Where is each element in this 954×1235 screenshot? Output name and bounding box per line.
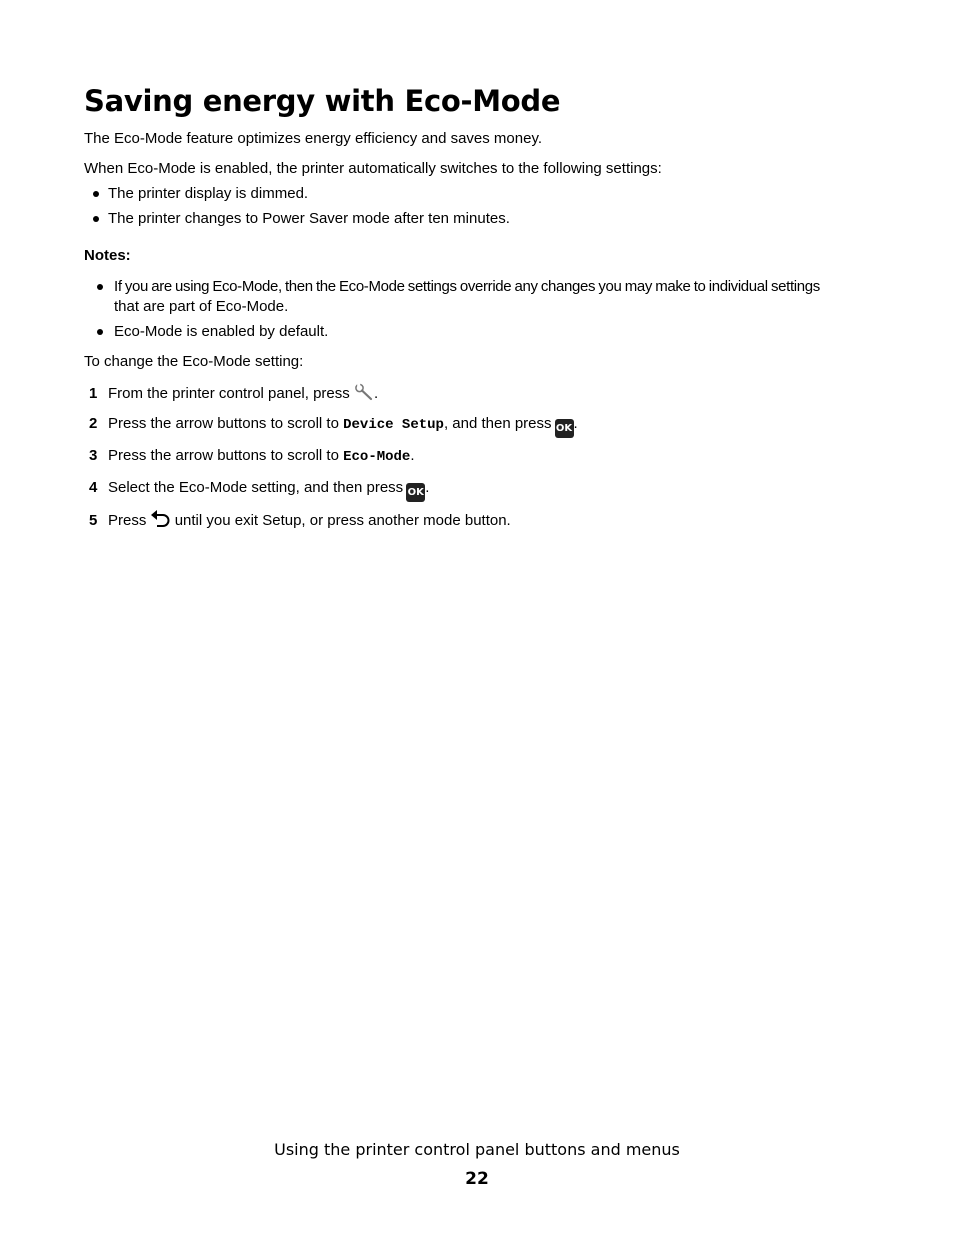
bullet-dot	[93, 191, 99, 197]
step-3: 3 Press the arrow buttons to scroll to Eco-Mode.	[89, 447, 415, 465]
notes-heading: Notes:	[84, 247, 131, 264]
page-number: 22	[465, 1169, 489, 1189]
ok-button-icon: OK	[555, 419, 574, 438]
wrench-icon	[354, 383, 374, 407]
bullet-dot	[93, 216, 99, 222]
back-arrow-icon	[151, 509, 171, 534]
notes-list-item: Eco-Mode is enabled by default.	[114, 323, 329, 340]
page-title: Saving energy with Eco-Mode	[84, 84, 561, 118]
step-text: From the printer control panel, press	[108, 385, 350, 402]
bullet-dot	[97, 329, 103, 335]
settings-list-item: The printer display is dimmed.	[108, 185, 309, 202]
step-1: 1 From the printer control panel, press .	[89, 383, 378, 407]
notes-list-item: If you are using Eco-Mode, then the Eco-Mode settings override any changes you may make to individual settings	[114, 278, 820, 295]
step-number: 5	[89, 512, 98, 529]
step-number: 3	[89, 447, 98, 464]
intro-paragraph: The Eco-Mode feature optimizes energy efficiency and saves money.	[84, 130, 543, 147]
bullet-dot	[97, 284, 103, 290]
step-2: 2 Press the arrow buttons to scroll to Device Setup, and then press OK.	[89, 414, 578, 438]
enabled-intro-paragraph: When Eco-Mode is enabled, the printer automatically switches to the following settings:	[84, 160, 662, 177]
footer-section-title: Using the printer control panel buttons and menus	[274, 1140, 680, 1159]
ok-button-icon: OK	[406, 483, 425, 502]
step-4: 4 Select the Eco-Mode setting, and then press OK.	[89, 478, 429, 502]
step-text: Press	[108, 512, 147, 529]
step-number: 1	[89, 385, 98, 402]
menu-item-device-setup: Device Setup	[343, 417, 444, 433]
step-number: 2	[89, 415, 98, 432]
notes-list-item-continued: that are part of Eco-Mode.	[114, 298, 289, 315]
step-text: Press the arrow buttons to scroll to	[108, 415, 339, 432]
step-text: Select the Eco-Mode setting, and then press	[108, 479, 404, 496]
settings-list-item: The printer changes to Power Saver mode after ten minutes.	[108, 210, 510, 227]
step-text: Press the arrow buttons to scroll to	[108, 447, 339, 464]
step-number: 4	[89, 479, 98, 496]
step-5: 5 Press until you exit Setup, or press another mode button.	[89, 509, 511, 534]
change-intro-paragraph: To change the Eco-Mode setting:	[84, 353, 304, 370]
menu-item-eco-mode: Eco-Mode	[343, 449, 411, 465]
